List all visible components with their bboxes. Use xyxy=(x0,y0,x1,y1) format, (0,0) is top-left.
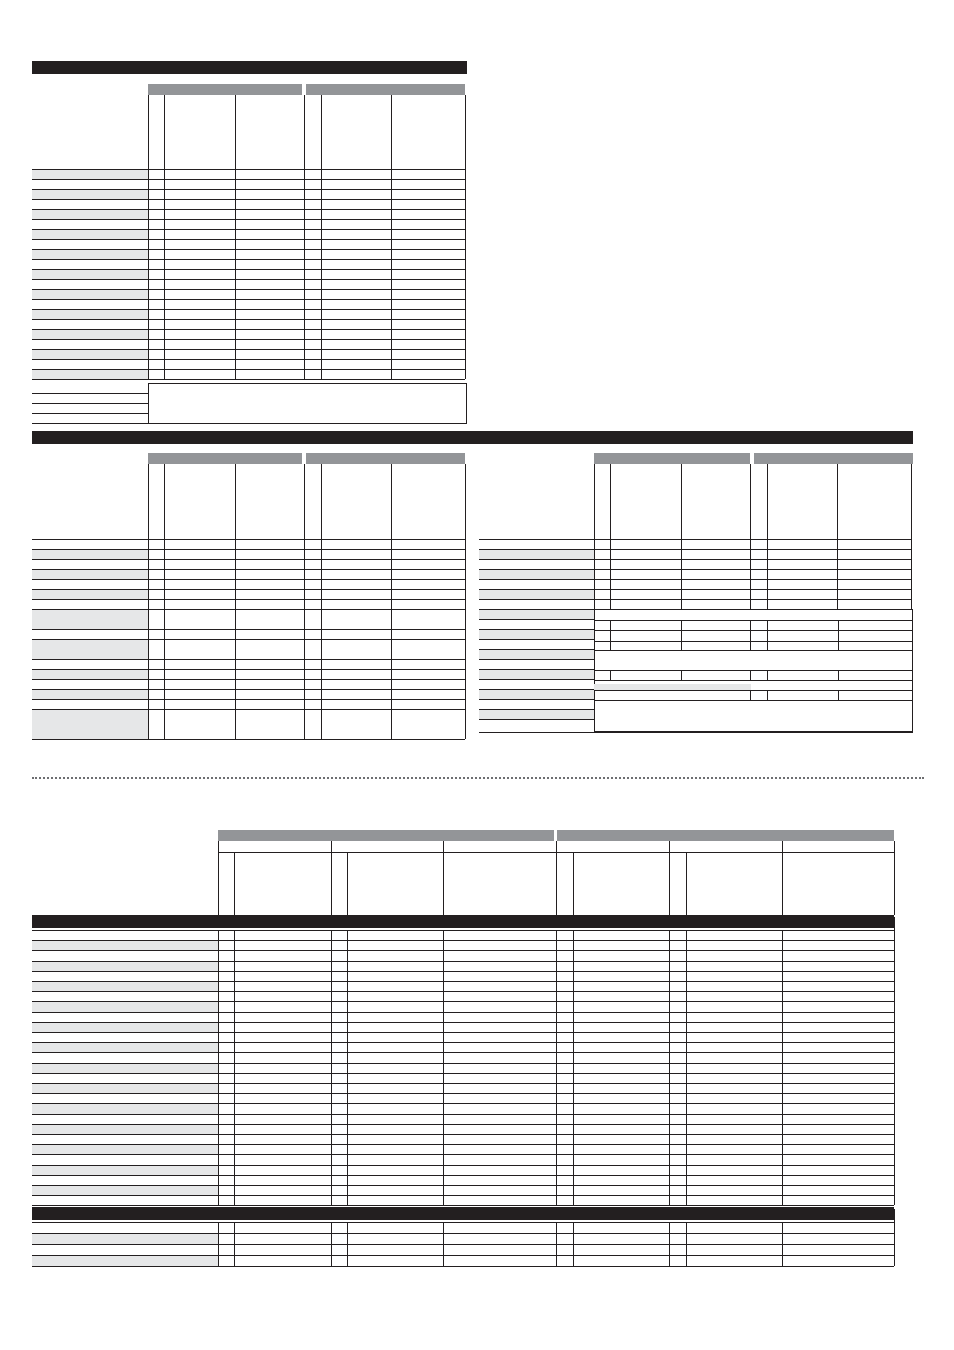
column-rule xyxy=(782,1222,783,1266)
column-rule xyxy=(767,670,768,680)
row-label-cell xyxy=(32,359,148,369)
row-rule xyxy=(594,680,913,681)
column-rule xyxy=(556,930,557,1205)
row-label-cell xyxy=(32,579,148,589)
row-label-cell xyxy=(32,1222,218,1233)
table-bottom-rule xyxy=(32,379,465,380)
group-header-bar xyxy=(594,453,750,464)
table-bottom-rule xyxy=(32,739,465,740)
row-label-cell xyxy=(32,1154,218,1164)
row-label-cell xyxy=(32,1022,218,1032)
section-bar xyxy=(32,915,894,928)
row-rule xyxy=(32,961,894,962)
row-rule xyxy=(32,1185,894,1186)
row-label-cell xyxy=(32,599,148,609)
column-rule xyxy=(347,930,348,1205)
row-rule xyxy=(32,1144,894,1145)
column-rule xyxy=(465,464,466,739)
row-label-cell xyxy=(479,599,594,609)
row-rule xyxy=(479,559,911,560)
column-rule xyxy=(573,1222,574,1266)
row-rule xyxy=(32,1255,894,1256)
header-rule xyxy=(148,169,465,170)
row-rule xyxy=(32,629,465,630)
row-rule xyxy=(32,1103,894,1104)
row-label-cell xyxy=(32,199,148,209)
column-rule xyxy=(443,930,444,1205)
row-rule xyxy=(32,259,465,260)
row-rule xyxy=(594,641,913,642)
row-label-cell xyxy=(32,971,218,981)
row-label-cell xyxy=(32,1195,218,1205)
column-rule xyxy=(686,852,687,915)
row-label-cell xyxy=(32,961,218,971)
column-rule xyxy=(573,852,574,915)
group-header-bar xyxy=(557,830,894,841)
row-label-cell xyxy=(32,239,148,249)
row-label-cell xyxy=(32,1233,218,1244)
row-rule xyxy=(32,579,465,580)
column-rule xyxy=(347,1222,348,1266)
row-label-cell xyxy=(32,1175,218,1185)
row-rule xyxy=(32,1233,894,1234)
row-rule xyxy=(32,1032,894,1033)
column-rule xyxy=(610,670,611,680)
group-header-bar xyxy=(306,84,465,95)
row-label-cell xyxy=(479,610,594,619)
row-rule xyxy=(32,349,465,350)
footer-rule xyxy=(32,423,467,424)
row-rule xyxy=(479,589,911,590)
row-rule xyxy=(479,569,911,570)
row-label-cell xyxy=(32,1032,218,1042)
column-rule xyxy=(148,95,149,379)
row-rule xyxy=(32,1222,894,1223)
row-rule xyxy=(32,709,465,710)
row-rule xyxy=(32,1022,894,1023)
column-rule xyxy=(838,670,839,680)
row-rule xyxy=(32,1042,894,1043)
section-bar-top xyxy=(32,61,467,74)
row-label-cell xyxy=(32,1012,218,1022)
row-label-cell xyxy=(32,339,148,349)
row-label-cell xyxy=(32,639,148,659)
row-rule xyxy=(594,620,913,621)
row-label-cell xyxy=(32,229,148,239)
row-rule xyxy=(479,659,594,660)
column-rule xyxy=(750,690,751,700)
column-rule xyxy=(235,95,236,379)
column-rule xyxy=(321,95,322,379)
row-label-cell xyxy=(32,940,218,950)
row-rule xyxy=(594,690,913,691)
row-rule xyxy=(479,699,594,700)
row-label-cell xyxy=(32,629,148,639)
column-rule xyxy=(304,95,305,379)
row-rule xyxy=(32,369,465,370)
column-rule xyxy=(234,1222,235,1266)
row-rule xyxy=(32,1012,894,1013)
row-label-cell xyxy=(32,169,148,179)
column-rule xyxy=(234,930,235,1205)
row-rule xyxy=(479,549,911,550)
row-label-cell xyxy=(32,349,148,359)
column-rule xyxy=(321,464,322,739)
column-rule xyxy=(681,670,682,680)
row-rule xyxy=(32,1175,894,1176)
row-rule xyxy=(32,299,465,300)
row-rule xyxy=(594,650,913,651)
column-rule xyxy=(331,841,332,915)
column-rule xyxy=(573,930,574,1205)
column-rule xyxy=(304,464,305,739)
row-label-cell xyxy=(479,589,594,599)
row-label-cell xyxy=(32,1073,218,1083)
row-label-cell xyxy=(32,679,148,689)
row-rule xyxy=(479,619,594,620)
row-label-cell xyxy=(479,650,594,659)
column-rule xyxy=(164,464,165,739)
row-label-cell xyxy=(32,991,218,1001)
group-header-bar xyxy=(148,84,302,95)
row-rule xyxy=(32,289,465,290)
column-rule xyxy=(782,930,783,1205)
row-rule xyxy=(32,609,465,610)
row-rule xyxy=(479,599,911,600)
row-rule xyxy=(32,1063,894,1064)
row-rule xyxy=(32,239,465,240)
row-rule xyxy=(32,1154,894,1155)
column-rule xyxy=(331,1222,332,1266)
row-rule xyxy=(32,199,465,200)
row-rule xyxy=(32,569,465,570)
row-label-cell xyxy=(32,950,218,960)
row-label-cell xyxy=(32,269,148,279)
row-label-cell xyxy=(32,709,148,739)
row-label-cell xyxy=(32,1244,218,1255)
row-label-cell xyxy=(32,669,148,679)
footer-rule xyxy=(32,393,148,394)
column-rule xyxy=(681,620,682,650)
column-rule xyxy=(837,464,838,609)
section-bar-middle xyxy=(32,431,913,444)
column-rule xyxy=(235,464,236,739)
row-rule xyxy=(32,549,465,550)
column-rule xyxy=(767,464,768,609)
row-rule xyxy=(32,329,465,330)
row-rule xyxy=(32,679,465,680)
row-rule xyxy=(32,179,465,180)
row-rule xyxy=(32,229,465,230)
row-label-cell xyxy=(479,539,594,549)
row-label-cell xyxy=(32,981,218,991)
row-label-cell xyxy=(32,249,148,259)
row-label-cell xyxy=(32,1063,218,1073)
row-rule xyxy=(32,689,465,690)
row-label-cell xyxy=(32,329,148,339)
row-rule xyxy=(32,669,465,670)
column-rule xyxy=(669,1222,670,1266)
column-rule xyxy=(894,1209,895,1266)
row-rule xyxy=(479,732,913,733)
row-label-cell xyxy=(32,279,148,289)
row-label-cell xyxy=(32,1093,218,1103)
row-rule xyxy=(32,1165,894,1166)
row-label-cell xyxy=(32,189,148,199)
row-rule xyxy=(32,589,465,590)
row-rule xyxy=(32,249,465,250)
row-label-cell xyxy=(32,1052,218,1062)
column-rule xyxy=(218,841,219,915)
shaded-strip xyxy=(594,684,751,690)
column-rule xyxy=(767,690,768,700)
row-label-cell xyxy=(32,1255,218,1266)
row-label-cell xyxy=(32,1124,218,1134)
column-rule xyxy=(686,930,687,1205)
row-rule xyxy=(32,1195,894,1196)
row-label-cell xyxy=(32,219,148,229)
footer-rule xyxy=(32,413,148,414)
row-rule xyxy=(479,579,911,580)
row-label-cell xyxy=(32,289,148,299)
column-rule xyxy=(894,917,895,1205)
row-rule xyxy=(32,269,465,270)
column-rule xyxy=(347,852,348,915)
row-label-cell xyxy=(32,589,148,599)
row-label-cell xyxy=(32,1185,218,1195)
group-header-bar xyxy=(754,453,913,464)
column-rule xyxy=(391,95,392,379)
column-rule xyxy=(218,930,219,1205)
column-rule xyxy=(681,464,682,609)
row-label-cell xyxy=(32,259,148,269)
row-label-cell xyxy=(32,209,148,219)
row-rule xyxy=(32,359,465,360)
row-rule xyxy=(32,1244,894,1245)
group-header-bar xyxy=(306,453,465,464)
row-rule xyxy=(32,1073,894,1074)
header-rule xyxy=(594,539,911,540)
column-rule xyxy=(594,464,595,609)
column-rule xyxy=(331,930,332,1205)
row-label-cell xyxy=(32,609,148,629)
row-label-cell xyxy=(32,1114,218,1124)
row-rule xyxy=(479,639,594,640)
row-rule xyxy=(32,1052,894,1053)
row-rule xyxy=(594,670,913,671)
row-rule xyxy=(32,639,465,640)
row-label-cell xyxy=(479,670,594,679)
row-rule xyxy=(32,971,894,972)
row-rule xyxy=(594,700,913,701)
row-rule xyxy=(594,630,913,631)
row-rule xyxy=(32,319,465,320)
row-label-cell xyxy=(32,369,148,379)
column-rule xyxy=(838,690,839,700)
column-rule xyxy=(782,841,783,915)
row-rule xyxy=(32,699,465,700)
row-rule xyxy=(32,339,465,340)
column-rule xyxy=(750,620,751,650)
column-rule xyxy=(669,930,670,1205)
column-rule xyxy=(767,620,768,650)
row-rule xyxy=(32,279,465,280)
column-rule xyxy=(894,841,895,915)
row-label-cell xyxy=(32,319,148,329)
row-label-cell xyxy=(32,1144,218,1154)
row-rule xyxy=(32,309,465,310)
row-rule xyxy=(32,1001,894,1002)
row-label-cell xyxy=(32,549,148,559)
footer-rule xyxy=(32,403,148,404)
column-rule xyxy=(443,841,444,915)
row-label-cell xyxy=(32,569,148,579)
row-label-cell xyxy=(479,579,594,589)
column-rule xyxy=(234,852,235,915)
column-rule xyxy=(610,464,611,609)
row-label-cell xyxy=(32,1083,218,1093)
row-rule xyxy=(32,991,894,992)
row-label-cell xyxy=(479,569,594,579)
row-rule xyxy=(479,719,594,720)
column-rule xyxy=(750,670,751,680)
row-label-cell xyxy=(32,539,148,549)
row-rule xyxy=(32,559,465,560)
column-rule xyxy=(750,464,751,609)
column-rule xyxy=(556,1222,557,1266)
row-rule xyxy=(32,1093,894,1094)
column-rule xyxy=(443,1222,444,1266)
group-header-bar xyxy=(148,453,302,464)
row-label-cell xyxy=(32,1103,218,1113)
row-label-cell xyxy=(32,1042,218,1052)
row-label-cell xyxy=(32,559,148,569)
footer-box xyxy=(148,383,467,424)
column-rule xyxy=(391,464,392,739)
column-rule xyxy=(686,1222,687,1266)
row-rule xyxy=(32,659,465,660)
row-rule xyxy=(32,1124,894,1125)
row-rule xyxy=(32,1266,894,1267)
row-label-cell xyxy=(32,659,148,669)
row-rule xyxy=(32,219,465,220)
row-label-cell xyxy=(32,179,148,189)
row-rule xyxy=(32,1205,894,1206)
section-bar xyxy=(32,1207,894,1220)
row-label-cell xyxy=(479,690,594,699)
header-rule xyxy=(148,539,465,540)
column-rule xyxy=(911,464,912,609)
row-label-cell xyxy=(32,689,148,699)
row-rule xyxy=(32,950,894,951)
column-rule xyxy=(838,620,839,650)
row-label-cell xyxy=(32,930,218,940)
row-rule xyxy=(32,930,894,931)
row-label-cell xyxy=(32,309,148,319)
column-rule xyxy=(610,620,611,650)
column-rule xyxy=(556,841,557,915)
row-label-cell xyxy=(32,699,148,709)
row-label-cell xyxy=(32,299,148,309)
column-rule xyxy=(465,95,466,379)
row-rule xyxy=(32,1114,894,1115)
column-rule xyxy=(164,95,165,379)
column-rule xyxy=(148,464,149,739)
row-rule xyxy=(479,679,594,680)
row-rule xyxy=(32,981,894,982)
row-rule xyxy=(32,1134,894,1135)
row-rule xyxy=(32,599,465,600)
row-label-cell xyxy=(479,710,594,719)
row-label-cell xyxy=(479,549,594,559)
row-rule xyxy=(32,209,465,210)
row-label-cell xyxy=(479,559,594,569)
row-rule xyxy=(32,1083,894,1084)
group-header-bar xyxy=(218,830,554,841)
row-rule xyxy=(32,189,465,190)
row-rule xyxy=(32,940,894,941)
row-label-cell xyxy=(479,630,594,639)
row-label-cell xyxy=(32,1165,218,1175)
dotted-separator xyxy=(32,777,924,779)
row-label-cell xyxy=(32,1134,218,1144)
row-label-cell xyxy=(32,1001,218,1011)
column-rule xyxy=(669,841,670,915)
column-rule xyxy=(218,1222,219,1266)
